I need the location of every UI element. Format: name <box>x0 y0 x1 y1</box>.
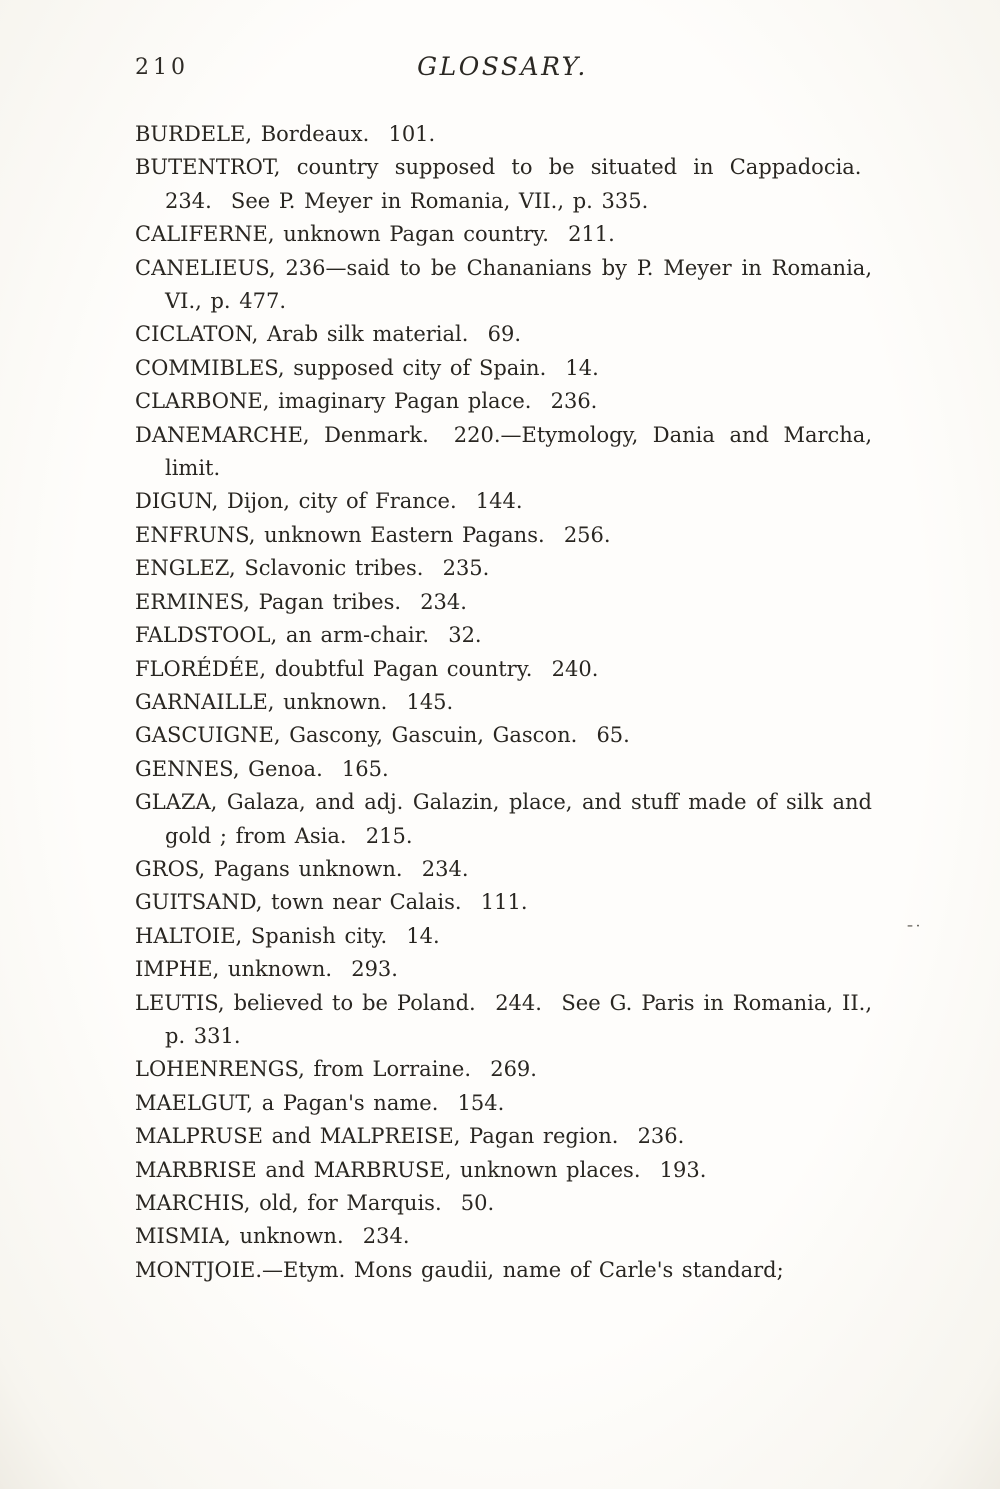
glossary-entry: ERMINES, Pagan tribes. 234. <box>135 589 467 614</box>
glossary-entry: MAELGUT, a Pagan's name. 154. <box>135 1090 505 1115</box>
glossary-entry: COMMIBLES, supposed city of Spain. 14. <box>135 355 599 380</box>
glossary-entry: GROS, Pagans unknown. 234. <box>135 856 469 881</box>
glossary-entry: ENFRUNS, unknown Eastern Pagans. 256. <box>135 522 611 547</box>
glossary-entry: LEUTIS, believed to be Poland. 244. See G. Paris in Romania, II., p. 331. <box>135 990 872 1048</box>
glossary-entry: FLORÉDÉE, doubtful Pagan country. 240. <box>135 656 599 681</box>
glossary-entry: FALDSTOOL, an arm-chair. 32. <box>135 623 482 648</box>
glossary-entry: MISMIA, unknown. 234. <box>135 1224 410 1249</box>
running-title: GLOSSARY. <box>417 52 588 81</box>
glossary-entry: CICLATON, Arab silk material. 69. <box>135 322 521 347</box>
glossary-entry: CALIFERNE, unknown Pagan country. 211. <box>135 222 615 247</box>
glossary-entry: GENNES, Genoa. 165. <box>135 756 389 781</box>
glossary-entry: DANEMARCHE, Denmark. 220.—Etymology, Dania and Marcha, limit. <box>135 422 872 481</box>
glossary-entry: BURDELE, Bordeaux. 101. <box>135 122 436 146</box>
glossary-entry: GUITSAND, town near Calais. 111. <box>135 890 528 915</box>
glossary-entry: DIGUN, Dijon, city of France. 144. <box>135 489 523 514</box>
glossary-entry: CLARBONE, imaginary Pagan place. 236. <box>135 389 598 414</box>
glossary-entry: MONTJOIE.—Etym. Mons gaudii, name of Carle's standard; <box>135 1257 784 1282</box>
glossary-entry: MARCHIS, old, for Marquis. 50. <box>135 1191 495 1215</box>
glossary-entry: MARBRISE and MARBRUSE, unknown places. 193. <box>135 1157 707 1182</box>
glossary-entry: HALTOIE, Spanish city. 14. <box>135 923 440 948</box>
glossary-entry: IMPHE, unknown. 293. <box>135 957 398 982</box>
glossary-entry: ENGLEZ, Sclavonic tribes. 235. <box>135 556 490 581</box>
glossary-entry: BUTENTROT, country supposed to be situated in Cappadocia. 234. See P. Meyer in Romania, VII., p. 335. <box>135 155 872 213</box>
glossary-entry: MALPRUSE and MALPREISE, Pagan region. 236. <box>135 1124 685 1149</box>
ink-speck: ˉ˙ <box>906 922 922 941</box>
glossary-entry: GASCUIGNE, Gascony, Gascuin, Gascon. 65. <box>135 723 630 748</box>
glossary-entry: GLAZA, Galaza, and adj. Galazin, place, and stuff made of silk and gold ; from Asia. 215. <box>135 790 872 848</box>
glossary-entry: LOHENRENGS, from Lorraine. 269. <box>135 1057 537 1082</box>
glossary-entry: CANELIEUS, 236—said to be Chananians by P. Meyer in Romania, VI., p. 477. <box>135 255 872 314</box>
page-number: 210 <box>135 55 189 80</box>
page-header <box>135 52 870 86</box>
glossary-entries <box>135 118 872 1287</box>
glossary-entry: GARNAILLE, unknown. 145. <box>135 689 454 714</box>
